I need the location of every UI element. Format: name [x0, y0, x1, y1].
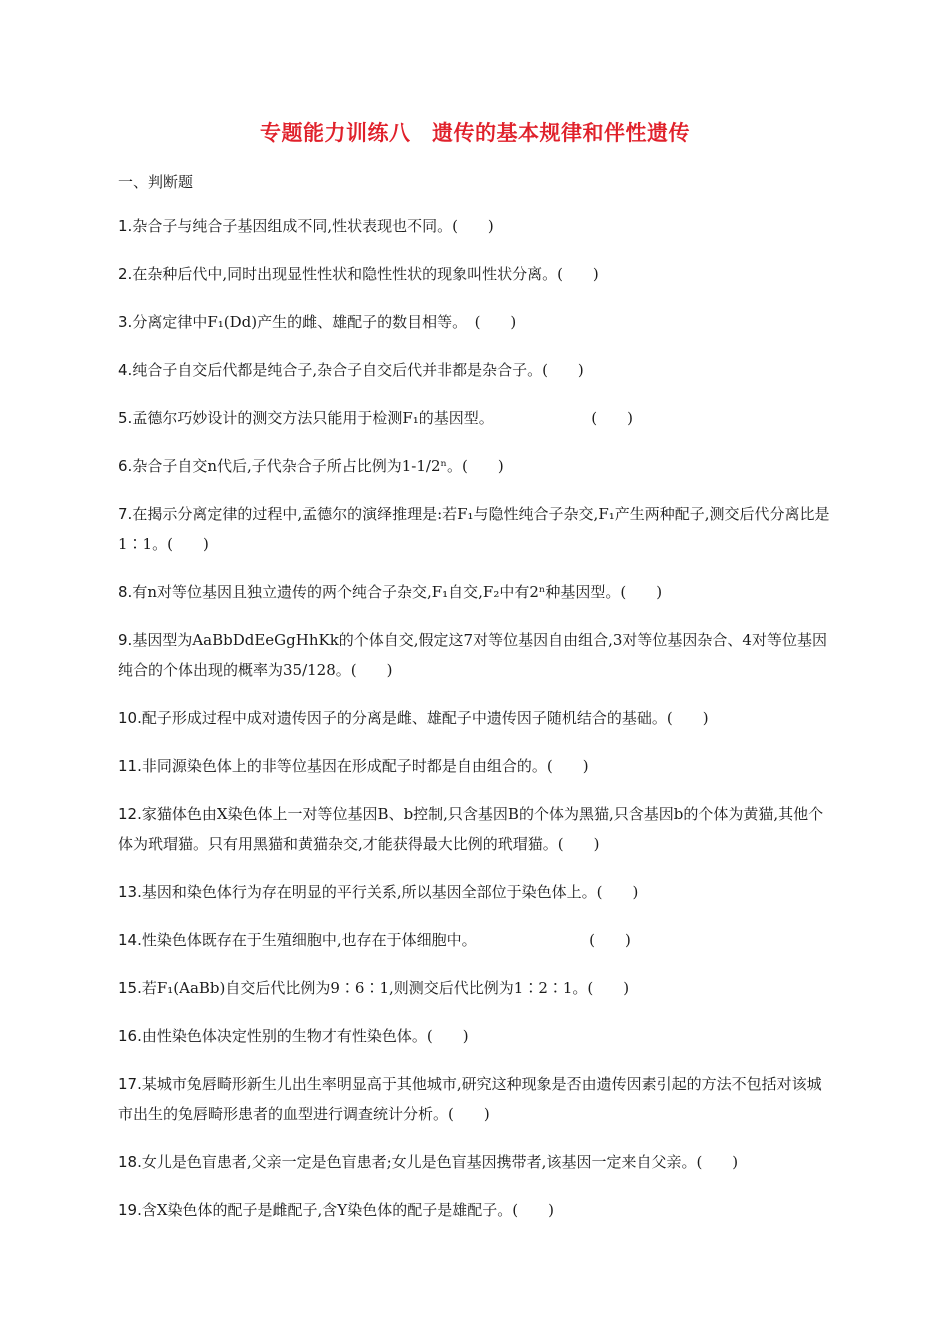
question-number: 5.	[118, 409, 133, 427]
question-list	[118, 211, 836, 1243]
question-text: 配子形成过程中成对遗传因子的分离是雌、雄配子中遗传因子随机结合的基础。( )	[141, 709, 709, 727]
question-item	[118, 877, 836, 907]
question-number: 14.	[118, 931, 142, 949]
question-text: 女儿是色盲患者,父亲一定是色盲患者;女儿是色盲基因携带者,该基因一定来自父亲。( )	[141, 1153, 739, 1171]
question-text: 杂合子与纯合子基因组成不同,性状表现也不同。( )	[132, 217, 494, 235]
question-number: 18.	[118, 1153, 142, 1171]
question-item	[118, 451, 836, 481]
question-item	[118, 973, 836, 1003]
question-text: 基因和染色体行为存在明显的平行关系,所以基因全部位于染色体上。( )	[141, 883, 639, 901]
question-text: 在杂种后代中,同时出现显性性状和隐性性状的现象叫性状分离。( )	[132, 265, 599, 283]
question-text: 若F₁(AaBb)自交后代比例为9∶6∶1,则测交后代比例为1∶2∶1。( )	[141, 979, 630, 997]
question-number: 15.	[118, 979, 142, 997]
question-item	[118, 751, 836, 781]
question-number: 2.	[118, 265, 133, 283]
question-item	[118, 703, 836, 733]
section-heading: 一、判断题	[118, 173, 194, 191]
question-number: 9.	[118, 631, 133, 649]
question-item	[118, 1195, 836, 1225]
question-text: 性染色体既存在于生殖细胞中,也存在于体细胞中。 ( )	[141, 931, 631, 949]
question-number: 19.	[118, 1201, 142, 1219]
page-title: 专题能力训练八 遗传的基本规律和伴性遗传	[260, 121, 690, 145]
question-item	[118, 307, 836, 337]
question-text: 纯合子自交后代都是纯合子,杂合子自交后代并非都是杂合子。( )	[132, 361, 584, 379]
question-item	[118, 355, 836, 385]
question-number: 7.	[118, 505, 133, 523]
question-number: 6.	[118, 457, 133, 475]
question-text: 在揭示分离定律的过程中,孟德尔的演绎推理是:若F₁与隐性纯合子杂交,F₁产生两种配子,测交后代分离比是1∶1。( )	[118, 505, 830, 553]
question-item	[118, 1147, 836, 1177]
question-number: 8.	[118, 583, 133, 601]
question-text: 有n对等位基因且独立遗传的两个纯合子杂交,F₁自交,F₂中有2ⁿ种基因型。( )	[132, 583, 663, 601]
question-item	[118, 925, 836, 955]
question-text: 含X染色体的配子是雌配子,含Y染色体的配子是雄配子。( )	[141, 1201, 554, 1219]
question-item	[118, 625, 836, 685]
question-text: 某城市兔唇畸形新生儿出生率明显高于其他城市,研究这种现象是否由遗传因素引起的方法不包括对该城市出生的兔唇畸形患者的血型进行调查统计分析。( )	[118, 1075, 822, 1123]
question-item	[118, 799, 836, 859]
question-text: 孟德尔巧妙设计的测交方法只能用于检测F₁的基因型。 ( )	[132, 409, 633, 427]
question-text: 杂合子自交n代后,子代杂合子所占比例为1-1/2ⁿ。( )	[132, 457, 504, 475]
question-text: 基因型为AaBbDdEeGgHhKk的个体自交,假定这7对等位基因自由组合,3对等位基因杂合、4对等位基因纯合的个体出现的概率为35/128。( )	[118, 631, 827, 679]
question-number: 12.	[118, 805, 142, 823]
question-number: 1.	[118, 217, 133, 235]
question-number: 3.	[118, 313, 133, 331]
question-number: 13.	[118, 883, 142, 901]
question-number: 11.	[118, 757, 142, 775]
question-text: 家猫体色由X染色体上一对等位基因B、b控制,只含基因B的个体为黑猫,只含基因b的个体为黄猫,其他个体为玳瑁猫。只有用黑猫和黄猫杂交,才能获得最大比例的玳瑁猫。( )	[118, 805, 824, 853]
question-text: 分离定律中F₁(Dd)产生的雌、雄配子的数目相等。 ( )	[132, 313, 517, 331]
question-number: 16.	[118, 1027, 142, 1045]
question-item	[118, 1069, 836, 1129]
question-item	[118, 499, 836, 559]
question-item	[118, 577, 836, 607]
question-number: 17.	[118, 1075, 142, 1093]
question-number: 10.	[118, 709, 142, 727]
question-text: 由性染色体决定性别的生物才有性染色体。( )	[141, 1027, 469, 1045]
question-text: 非同源染色体上的非等位基因在形成配子时都是自由组合的。( )	[141, 757, 589, 775]
question-number: 4.	[118, 361, 133, 379]
question-item	[118, 403, 836, 433]
question-item	[118, 211, 836, 241]
question-item	[118, 259, 836, 289]
question-item	[118, 1021, 836, 1051]
